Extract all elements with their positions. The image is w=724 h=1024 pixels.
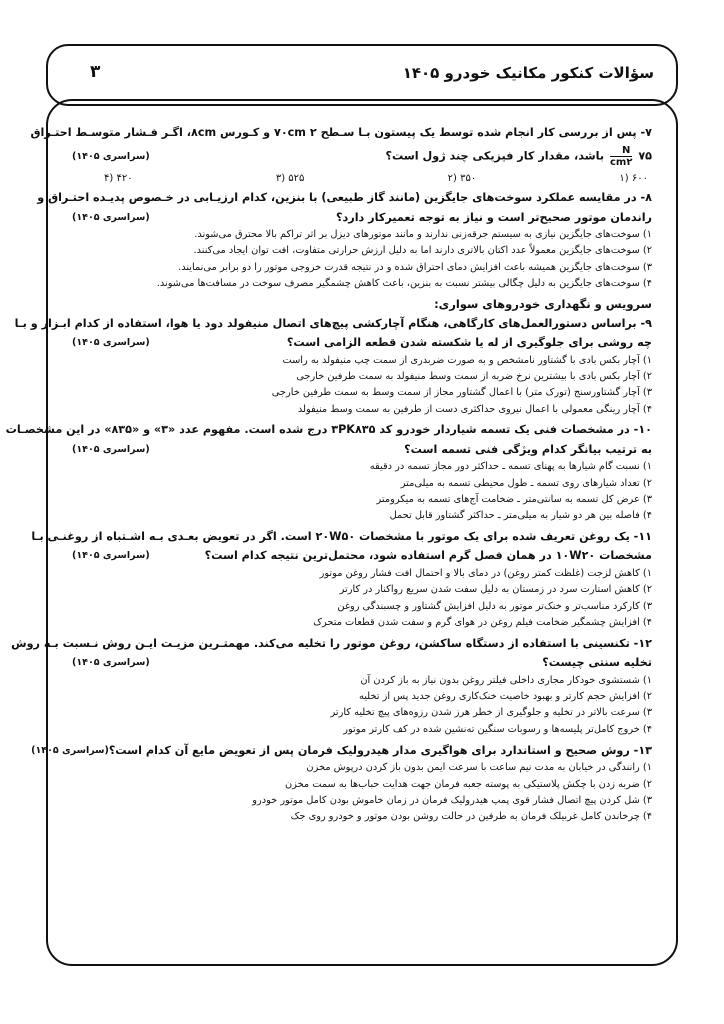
option-1[interactable]: ۱) رانندگی در خیابان به مدت نیم ساعت با سرعت ایمن بدون باز کردن درپوش مخزن <box>306 762 652 774</box>
question-12-text-2: تخلیه سنتی چیست؟ <box>542 656 652 669</box>
exam-title: سؤالات کنکور مکانیک خودرو ۱۴۰۵ <box>402 64 654 82</box>
section-title: سرویس و نگهداری خودروهای سواری: <box>434 296 652 311</box>
option-3[interactable]: ۵۲۵ (۳ <box>275 173 305 184</box>
option-3[interactable]: ۳) آچار گشتاورسنج (تورک متر) با اعمال گشتاور مجاز از سمت وسط به سمت طرفین خارجی <box>271 387 652 399</box>
question-7-row2 <box>72 142 652 170</box>
question-13-text: ۱۳- روش صحیح و استاندارد برای هواگیری مدار هیدرولیک فرمان پس از تعویض مایع آن کدام است؟ <box>108 743 652 757</box>
option-3[interactable]: ۳) عرض کل تسمه به سانتی‌متر ـ ضخامت آج‌های تسمه به میکرومتر <box>376 494 652 506</box>
question-11 <box>31 527 652 632</box>
question-13-options <box>72 760 652 826</box>
option-1[interactable]: ۱) نسبت گام شیارها به پهنای تسمه ـ حداکثر دور مجاز تسمه در دقیقه <box>369 461 652 473</box>
question-8-text-2: راندمان موتور صحیح‌تر است و نیاز به توجه تعمیرکار دارد؟ <box>336 210 652 224</box>
question-8-options <box>72 227 652 293</box>
fraction-denominator: cm۲ <box>609 156 633 168</box>
question-11-source: (سراسری ۱۴۰۵) <box>72 550 150 562</box>
option-1[interactable]: ۱) کاهش لزجت (غلظت کمتر روغن) در دمای بالا و احتمال افت فشار روغن موتور <box>319 567 652 579</box>
question-8-source: (سراسری ۱۴۰۵) <box>72 211 150 223</box>
question-9-source: (سراسری ۱۴۰۵) <box>72 337 150 349</box>
question-10-options <box>72 459 652 525</box>
page-number: ۳ <box>90 62 101 82</box>
question-9-text-2: چه روشی برای جلوگیری از له یا شکسته شدن قطعه الزامی است؟ <box>286 336 652 350</box>
question-7-text-end: باشد، مقدار کار فیزیکی چند ژول است؟ <box>385 149 605 162</box>
question-12-text: ۱۲- تکنسینی با استفاده از دستگاه ساکشن، روغن موتور را تخلیه می‌کند. مهمتـرین مزیـت ایـن روش نـسبت بـه روش <box>11 636 652 650</box>
question-7 <box>30 123 652 188</box>
option-4[interactable]: ۴) فاصله بین هر دو شیار به میلی‌متر ـ حداکثر گشتاور قابل تحمل <box>389 510 652 522</box>
option-4[interactable]: ۴) چرخاندن کامل غربیلک فرمان به طرفین در حالت روشن بودن موتور و خودرو روی جک <box>290 811 652 823</box>
question-8-text: ۸- در مقایسه عملکرد سوخت‌های جایگزین (مانند گاز طبیعی) با بنزین، کدام ارزیـابی در خـصوص پدیـده احتـراق و <box>37 191 652 204</box>
option-3[interactable]: ۳) سوخت‌های جایگزین همیشه باعث افزایش دمای احتراق شده و در نتیجه قدرت خروجی موتور را دو برابر می‌نمایند. <box>178 261 652 273</box>
question-9-row2 <box>72 333 652 353</box>
question-11-row2 <box>72 546 652 566</box>
question-9-text: ۹- براساس دستورالعمل‌های کارگاهی، هنگام آچارکشی پیچ‌های اتصال منیفولد دود یا هوا، استفاده از کدام ابـزار و بـا <box>14 316 652 330</box>
option-4[interactable]: ۴) افزایش چشمگیر ضخامت فیلم روغن در هوای گرم و سفت شدن قطعات متحرک <box>313 617 652 629</box>
question-12-options <box>72 673 652 739</box>
pressure-unit-fraction <box>610 145 632 168</box>
question-7-text-2 <box>385 145 652 168</box>
option-1[interactable]: ۱) شستشوی خودکار مجاری داخلی فیلتر روغن بدون نیاز به باز کردن آن <box>360 674 652 686</box>
question-8 <box>37 188 652 293</box>
option-1[interactable]: ۶۰۰ (۱ <box>619 173 648 184</box>
option-2[interactable]: ۲) کاهش استارت سرد در زمستان به دلیل سفت شدن سریع رواکنار در کارتر <box>339 584 652 596</box>
question-7-options <box>72 170 652 188</box>
question-10-text-2: به ترتیب بیانگر کدام ویژگی فنی تسمه است؟ <box>404 442 652 456</box>
page-header <box>46 44 678 106</box>
fraction-numerator: N <box>610 145 632 157</box>
option-4[interactable]: ۴) آچار رینگی معمولی با اعمال نیروی حداکثری دست از طرفین به سمت وسط منیفولد <box>297 403 652 415</box>
question-11-options <box>72 566 652 632</box>
question-11-text: ۱۱- یک روغن تعریف شده برای یک موتور با مشخصات ۲۰W۵۰ است. اگر در تعویض بعـدی بـه اشـتباه از روغنـی بـا <box>31 529 652 543</box>
option-3[interactable]: ۳) شل کردن پیچ اتصال فشار قوی پمپ هیدرولیک فرمان در زمان خاموش بودن کامل موتور خودرو <box>252 794 652 806</box>
pressure-value: ۷۵ <box>638 149 652 162</box>
question-10-text: ۱۰- در مشخصات فنی یک تسمه شیاردار خودرو کد ۳PK۸۳۵ درج شده است. مفهوم عدد «۳» و «۸۳۵» در این مشخصـات <box>5 423 652 437</box>
questions-box <box>5 99 678 966</box>
question-12 <box>11 634 652 739</box>
option-3[interactable]: ۳) سرعت بالاتر در تخلیه و جلوگیری از خطر هرز شدن رزوه‌های پیچ تخلیه کارتر <box>330 707 652 719</box>
question-12-row2 <box>72 653 652 673</box>
question-10 <box>5 420 652 525</box>
question-11-text-2: مشخصات ۱۰W۲۰ در همان فصل گرم استفاده شود، محتمل‌ترین نتیجه کدام است؟ <box>204 549 652 563</box>
question-10-source: (سراسری ۱۴۰۵) <box>72 443 150 455</box>
question-7-text: ۷- پس از بررسی کار انجام شده توسط یک پیستون بـا سـطح ۲ ۷۰cm و کـورس ۸cm، اگـر فـشار متوسـط احتـراق <box>30 126 652 139</box>
option-2[interactable]: ۲) ضربه زدن با چکش پلاستیکی به پوسته جعبه فرمان جهت هدایت حباب‌ها به سمت مخزن <box>284 778 652 790</box>
question-9-options <box>72 353 652 419</box>
question-13 <box>31 740 652 826</box>
option-2[interactable]: ۳۵۰ (۲ <box>447 173 477 184</box>
questions-content <box>5 123 652 828</box>
option-2[interactable]: ۲) سوخت‌های جایگزین معمولاً عدد اکتان بالاتری دارند اما به دلیل ارزش حرارتی متفاوت، افت توان ایجاد می‌کنند. <box>193 245 652 257</box>
question-10-row2 <box>72 439 652 459</box>
option-4[interactable]: ۴) خروج کامل‌تر پلیسه‌ها و رسوبات سنگین ته‌نشین شده در کف کارتر موتور <box>343 723 652 735</box>
option-2[interactable]: ۲) تعداد شیارهای روی تسمه ـ طول محیطی تسمه به میلی‌متر <box>400 477 652 489</box>
question-13-row1 <box>31 740 652 760</box>
option-2[interactable]: ۲) افزایش حجم کارتر و بهبود خاصیت خنک‌کاری روغن جدید پس از تخلیه <box>358 690 652 702</box>
question-13-source: (سراسری ۱۴۰۵) <box>31 744 109 756</box>
option-4[interactable]: ۴۲۰ (۴ <box>104 173 133 184</box>
question-8-row2 <box>72 207 652 227</box>
option-2[interactable]: ۲) آچار بکس بادی با بیشترین نرخ ضربه از سمت وسط منیفولد به سمت طرفین خارجی <box>296 371 652 383</box>
option-1[interactable]: ۱) آچار بکس بادی با گشتاور نامشخص و به صورت ضربدری از سمت چپ منیفولد به راست <box>282 354 652 366</box>
question-12-source: (سراسری ۱۴۰۵) <box>72 657 150 668</box>
question-9 <box>14 314 652 419</box>
option-3[interactable]: ۳) کارکرد مناسب‌تر و خنک‌تر موتور به دلیل افزایش گشتاور و چسبندگی روغن <box>337 600 652 612</box>
question-7-source: (سراسری ۱۴۰۵) <box>72 150 150 162</box>
option-4[interactable]: ۴) سوخت‌های جایگزین به دلیل چگالی بیشتر نسبت به بنزین، باعث کاهش چشمگیر مصرف سوخت در مسافت‌ها می‌شوند. <box>156 278 652 290</box>
option-1[interactable]: ۱) سوخت‌های جایگزین نیازی به سیستم جرقه‌زنی ندارند و مانند موتورهای دیزل بر اثر تراکم بالا محترق می‌شوند. <box>194 229 652 240</box>
